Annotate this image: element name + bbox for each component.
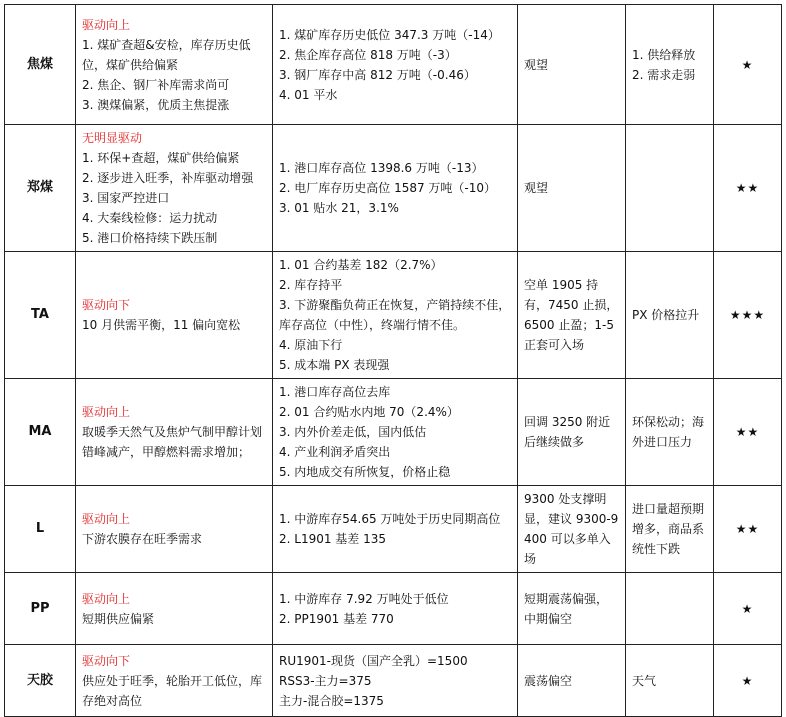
driver-line: 下游农膜存在旺季需求 xyxy=(82,532,203,546)
driver-line: 3. 国家严控进口 xyxy=(82,191,170,205)
risk-line: 进口量超预期增多，商品系统性下跌 xyxy=(632,502,705,556)
star-rating: ★ xyxy=(714,5,782,125)
driver-line: 供应处于旺季，轮胎开工低位，库存绝对高位 xyxy=(82,673,263,708)
strategy-cell: 9300 处支撑明显，建议 9300-9400 可以多单入场 xyxy=(518,486,626,573)
risk-line: 1. 供给释放 xyxy=(632,47,696,62)
commodity-name: PP xyxy=(5,573,76,645)
commodity-name: 郑煤 xyxy=(5,125,76,252)
fundamental-line: 1. 中游库存54.65 万吨处于历史同期高位 xyxy=(279,512,501,526)
fundamental-line: 5. 内地成交有所恢复，价格止稳 xyxy=(279,465,451,479)
driver-line: 4. 大秦线检修：运力扰动 xyxy=(82,211,218,225)
driver-line: 2. 逐步进入旺季，补库驱动增强 xyxy=(82,171,254,185)
commodity-name: TA xyxy=(5,252,76,379)
driver-line: 短期供应偏紧 xyxy=(82,611,155,626)
risk-line: PX 价格拉升 xyxy=(632,308,700,322)
risk-cell xyxy=(626,379,714,486)
fundamental-line: 3. 01 贴水 21，3.1% xyxy=(279,201,399,215)
strategy-cell: 观望 xyxy=(518,5,626,125)
fundamentals-cell xyxy=(273,573,518,645)
risk-cell xyxy=(626,252,714,379)
fundamental-line: 主力-混合胶=1375 xyxy=(279,693,384,708)
fundamental-line: 2. 电厂库存历史高位 1587 万吨（-10） xyxy=(279,181,497,195)
risk-cell xyxy=(626,125,714,252)
fundamental-line: 3. 下游聚酯负荷正在恢复，产销持续不佳，库存高位（中性），终端行情不佳。 xyxy=(279,298,511,332)
fundamentals-cell xyxy=(273,379,518,486)
driver-direction: 驱动向上 xyxy=(82,17,131,32)
strategy-cell: 震荡偏空 xyxy=(518,645,626,717)
fundamentals-cell xyxy=(273,125,518,252)
fundamental-line: 3. 内外价差走低，国内低估 xyxy=(279,425,427,439)
driver-direction: 无明显驱动 xyxy=(82,131,143,145)
table-row xyxy=(5,379,782,486)
risk-cell xyxy=(626,486,714,573)
driver-line: 3. 澳煤偏紧，优质主焦提涨 xyxy=(82,97,230,112)
driver-cell xyxy=(76,573,273,645)
fundamental-line: 1. 港口库存高位去库 xyxy=(279,385,391,399)
table-row xyxy=(5,5,782,125)
driver-line: 1. 煤矿查超&安检，库存历史低位，煤矿供给偏紧 xyxy=(82,37,251,72)
driver-direction: 驱动向下 xyxy=(82,653,131,668)
driver-cell xyxy=(76,125,273,252)
fundamental-line: 5. 成本端 PX 表现强 xyxy=(279,358,390,372)
star-rating: ★ xyxy=(714,645,782,717)
star-rating: ★★ xyxy=(714,379,782,486)
driver-line: 10 月供需平衡，11 偏向宽松 xyxy=(82,318,241,332)
star-rating: ★★ xyxy=(714,125,782,252)
driver-direction: 驱动向下 xyxy=(82,298,131,312)
driver-direction: 驱动向上 xyxy=(82,512,131,526)
fundamental-line: 1. 煤矿库存历史低位 347.3 万吨（-14） xyxy=(279,27,500,42)
fundamental-line: 2. 01 合约贴水内地 70（2.4%） xyxy=(279,405,459,419)
table-row xyxy=(5,645,782,717)
fundamental-line: 3. 钢厂库存中高 812 万吨（-0.46） xyxy=(279,67,476,82)
commodity-name: 天胶 xyxy=(5,645,76,717)
fundamental-line: 2. PP1901 基差 770 xyxy=(279,611,394,626)
fundamental-line: 1. 港口库存高位 1398.6 万吨（-13） xyxy=(279,161,484,175)
risk-line: 天气 xyxy=(632,673,657,688)
fundamental-line: RU1901-现货（国产全乳）=1500 xyxy=(279,653,468,668)
table-row xyxy=(5,125,782,252)
fundamental-line: 4. 01 平水 xyxy=(279,87,338,102)
risk-line: 2. 需求走弱 xyxy=(632,67,696,82)
risk-cell xyxy=(626,645,714,717)
table-row xyxy=(5,573,782,645)
driver-direction: 驱动向上 xyxy=(82,405,131,419)
fundamentals-cell xyxy=(273,5,518,125)
fundamental-line: RSS3-主力=375 xyxy=(279,673,372,688)
commodity-table xyxy=(4,4,782,717)
commodity-name: MA xyxy=(5,379,76,486)
star-rating: ★★★ xyxy=(714,252,782,379)
fundamentals-cell xyxy=(273,486,518,573)
strategy-cell: 空单 1905 持有，7450 止损，6500 止盈；1-5 正套可入场 xyxy=(518,252,626,379)
fundamentals-cell xyxy=(273,645,518,717)
fundamental-line: 1. 01 合约基差 182（2.7%） xyxy=(279,258,443,272)
fundamental-line: 2. 焦企库存高位 818 万吨（-3） xyxy=(279,47,457,62)
driver-direction: 驱动向上 xyxy=(82,591,131,606)
fundamental-line: 1. 中游库存 7.92 万吨处于低位 xyxy=(279,591,449,606)
driver-cell xyxy=(76,645,273,717)
strategy-cell: 短期震荡偏强，中期偏空 xyxy=(518,573,626,645)
star-rating: ★★ xyxy=(714,486,782,573)
star-rating: ★ xyxy=(714,573,782,645)
risk-cell xyxy=(626,573,714,645)
table-row xyxy=(5,486,782,573)
driver-cell xyxy=(76,379,273,486)
table-body xyxy=(5,5,782,717)
driver-cell xyxy=(76,252,273,379)
strategy-cell: 回调 3250 附近后继续做多 xyxy=(518,379,626,486)
commodity-name: 焦煤 xyxy=(5,5,76,125)
driver-line: 1. 环保+查超，煤矿供给偏紧 xyxy=(82,151,240,165)
fundamental-line: 2. L1901 基差 135 xyxy=(279,532,387,546)
driver-line: 2. 焦企、钢厂补库需求尚可 xyxy=(82,77,230,92)
table-row xyxy=(5,252,782,379)
driver-line: 5. 港口价格持续下跌压制 xyxy=(82,231,218,245)
driver-cell xyxy=(76,5,273,125)
fundamental-line: 4. 原油下行 xyxy=(279,338,343,352)
commodity-name: L xyxy=(5,486,76,573)
strategy-cell: 观望 xyxy=(518,125,626,252)
driver-cell xyxy=(76,486,273,573)
fundamentals-cell xyxy=(273,252,518,379)
commodity-table-container xyxy=(4,4,782,717)
risk-line: 环保松动；海外进口压力 xyxy=(632,415,705,449)
fundamental-line: 4. 产业利润矛盾突出 xyxy=(279,445,391,459)
risk-cell xyxy=(626,5,714,125)
fundamental-line: 2. 库存持平 xyxy=(279,278,343,292)
driver-line: 取暖季天然气及焦炉气制甲醇计划错峰减产，甲醇燃料需求增加； xyxy=(82,425,263,459)
